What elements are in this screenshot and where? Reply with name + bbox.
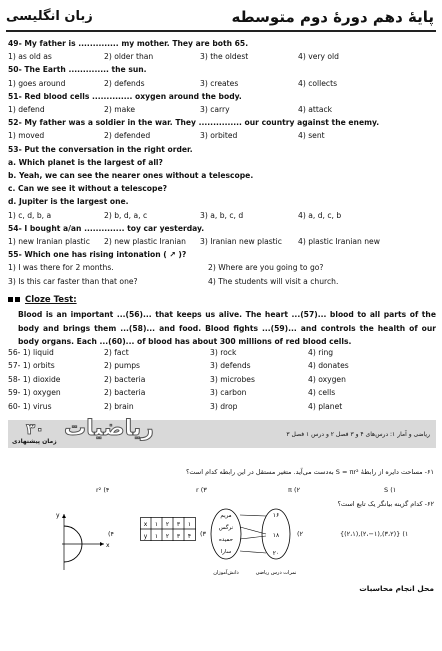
question-text: 50- The Earth .............. the sun. [8, 65, 147, 75]
question-51 [8, 90, 436, 116]
question-55 [8, 248, 436, 288]
option: r² (۴ [96, 486, 110, 494]
set-label: دانش‌آموزان [213, 570, 239, 576]
table-cell: x [143, 521, 148, 528]
suggested-time-label: زمان پیشنهادی [12, 438, 57, 445]
question-49 [8, 37, 436, 63]
set-element: حمیده [218, 537, 234, 543]
suggested-time: ۳۰ [26, 420, 45, 438]
option: 4) planet [308, 401, 343, 411]
option: 3) defends [210, 361, 251, 371]
option: 3) carry [200, 105, 230, 115]
option: 2) brain [104, 401, 134, 411]
option: 2) bacteria [104, 388, 146, 398]
question-list [8, 37, 436, 288]
cloze-row [8, 400, 436, 413]
option: S (۱ [384, 486, 397, 494]
question-text: 49- My father is .............. my mother. They are both 65. [8, 39, 249, 48]
question-52 [8, 116, 436, 142]
option: 4) The students will visit a church. [208, 276, 339, 286]
mapping-diagram [206, 506, 298, 580]
cloze-options [8, 346, 436, 413]
question-text: 53- Put the conversation in the right order. [8, 144, 193, 154]
arrow-icon [100, 542, 104, 546]
option: 3) the oldest [200, 52, 249, 62]
scratch-area-label: محل انجام محاسبات [359, 584, 434, 593]
table-cell: y [143, 533, 148, 540]
math-syllabus: ریاضی و آمار ۱: درس‌های ۴ و ۳ فصل ۲ و درس ۱ فصل ۳ [286, 431, 430, 438]
cloze-row [8, 346, 436, 359]
option: 2) fact [104, 348, 129, 357]
semicircle-graph [50, 508, 110, 574]
table-cell: ۱ [154, 533, 159, 540]
option: 3) drop [210, 401, 238, 411]
set-element: سارا [220, 549, 232, 555]
cloze-row [8, 373, 436, 386]
option: (۳ [200, 530, 207, 538]
option: 2) make [104, 105, 136, 115]
option: 1) as old as [8, 52, 52, 62]
option: 4) collects [298, 78, 338, 88]
table-cell: ۲ [165, 533, 170, 540]
question-53 [8, 143, 436, 222]
set-element: ۲۰ [272, 550, 280, 557]
math-section-header [8, 416, 436, 452]
cloze-row [8, 386, 436, 399]
option: 2) pumps [104, 361, 141, 371]
set-element: ۱۸ [272, 532, 280, 539]
option: 4) oxygen [308, 374, 346, 384]
cloze-heading [8, 295, 77, 305]
option: 1) moved [8, 131, 45, 141]
option: 3) Is this car faster than that one? [8, 276, 138, 286]
option: (۴ [108, 530, 115, 538]
table-cell: ۱ [154, 521, 159, 528]
option: 4) ring [308, 348, 334, 357]
option: 2) Where are you going to go? [208, 263, 324, 273]
question-text: 52- My father was a soldier in the war. They ............... our country against the enemy. [8, 118, 380, 128]
option: 3) Iranian new plastic [200, 237, 282, 247]
subject-title: زبان انگلیسی [6, 9, 93, 24]
option: 2) b, d, a, c [104, 210, 148, 220]
option: r (۳ [196, 486, 207, 494]
option: 4) cells [308, 388, 336, 398]
option: 56- 1) liquid [8, 348, 54, 357]
table-cell: ۳ [176, 533, 181, 540]
option: 3) carbon [210, 388, 247, 398]
option: 4) a, d, c, b [298, 210, 342, 220]
option: 59- 1) oxygen [8, 388, 61, 398]
option: 2) older than [104, 52, 154, 62]
option: {(۲،۱),(۲،−۱),(۳،۲)} (۱ [340, 530, 409, 538]
grade-title: پایهٔ دهم دورهٔ دوم متوسطه [231, 8, 434, 26]
conversation-line: c. Can we see it without a telescope? [8, 184, 168, 194]
set-element: ۱۶ [272, 512, 280, 519]
table-cell: ۴ [187, 533, 192, 540]
question-62: ۶۲- کدام گزینه بیانگر یک تابع است؟ [337, 500, 434, 508]
option: 4) sent [298, 131, 325, 141]
question-61: ۶۱- مساحت دایره از رابطهٔ S = πr² به‌دست می‌آید. متغیر مستقل در این رابطه کدام است؟ [185, 468, 434, 476]
option: 60- 1) virus [8, 401, 52, 411]
option: 4) attack [298, 105, 333, 115]
option: 3) rock [210, 348, 237, 357]
option: 2) new plastic Iranian [104, 237, 186, 247]
option: 2) bacteria [104, 374, 146, 384]
axis-label: y [56, 512, 60, 519]
option: 1) c, d, b, a [8, 210, 52, 220]
math-title: ریاضیات [64, 416, 154, 441]
cloze-title: Cloze Test: [24, 295, 77, 305]
option: 1) new Iranian plastic [8, 237, 90, 247]
option: 4) donates [308, 361, 349, 371]
option: 1) I was there for 2 months. [8, 263, 114, 273]
option: 3) microbes [210, 374, 255, 384]
question-50 [8, 63, 436, 89]
option: 3) a, b, c, d [200, 210, 244, 220]
option: 2) defends [104, 78, 145, 88]
question-54 [8, 222, 436, 248]
header-divider [6, 30, 436, 32]
table-cell: ۲ [165, 521, 170, 528]
conversation-line: a. Which planet is the largest of all? [8, 157, 163, 167]
option: 58- 1) dioxide [8, 374, 61, 384]
conversation-line: d. Jupiter is the largest one. [8, 197, 129, 207]
question-text: 54- I bought a/an .............. toy car yesterday. [8, 223, 205, 233]
question-text: 51- Red blood cells .............. oxygen around the body. [8, 91, 242, 101]
option: 1) goes around [8, 78, 66, 88]
set-element: مریم [220, 513, 232, 519]
axis-label: x [106, 542, 110, 549]
option: 57- 1) orbits [8, 361, 55, 371]
arrow-icon [62, 514, 66, 518]
table-cell: ۱ [187, 521, 192, 528]
option: 3) orbited [200, 131, 238, 141]
conversation-line: b. Yeah, we can see the nearer ones without a telescope. [8, 171, 254, 181]
table-cell: ۳ [176, 521, 181, 528]
set-label: نمرات درس ریاضی [255, 570, 297, 576]
page-header [0, 0, 442, 30]
option: 3) creates [200, 78, 239, 88]
option: π (۲ [288, 486, 301, 494]
option: 2) defended [104, 131, 151, 141]
bullet-icon [8, 297, 13, 302]
option: 1) defend [8, 105, 45, 115]
option: (۲ [297, 530, 304, 538]
cloze-passage: Blood is an important ...(56)... that keeps us alive. The heart ...(57)... blood to all parts of the body and brings them ...(58)... and food. Blood fights ...(59)... and controls the health of our body organs. Each ...(60)... of blood has about 300 millions of red blood cells. [18, 310, 436, 346]
question-text: 55- Which one has rising intonation ( ↗ )? [8, 250, 187, 260]
option: 4) very old [298, 52, 339, 62]
bullet-icon [15, 297, 20, 302]
cloze-row [8, 359, 436, 372]
set-element: نرگس [218, 525, 234, 531]
xy-table [140, 517, 196, 541]
option: 4) plastic Iranian new [298, 237, 380, 247]
